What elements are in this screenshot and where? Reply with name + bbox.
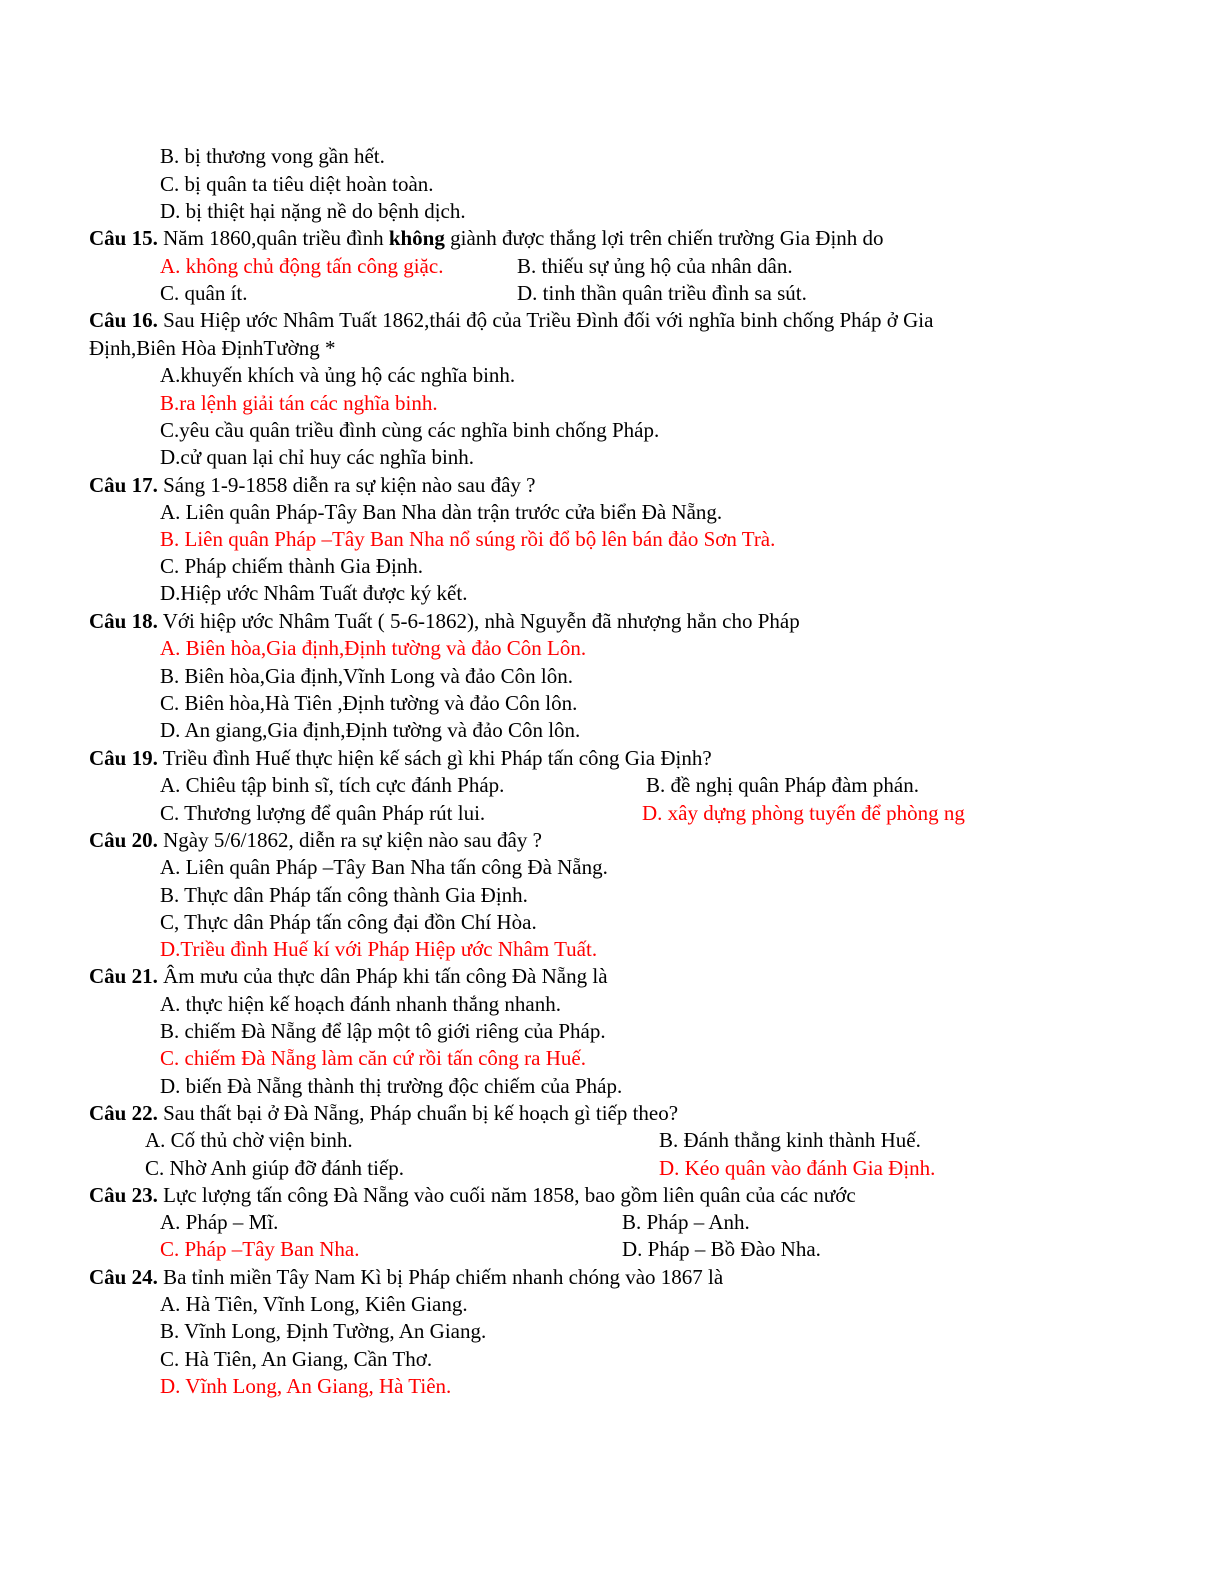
q21-option-a: A. thực hiện kế hoạch đánh nhanh thắng nhanh.: [160, 992, 561, 1016]
q15-option-c: C. quân ít.: [160, 281, 248, 305]
question-text: Âm mưu của thực dân Pháp khi tấn công Đà Nẵng là: [157, 964, 608, 988]
q18-option-b: B. Biên hòa,Gia định,Vĩnh Long và đảo Côn lôn.: [160, 664, 573, 688]
q15-option-b: B. thiếu sự ủng hộ của nhân dân.: [517, 254, 793, 278]
q24-option-b: B. Vĩnh Long, Định Tường, An Giang.: [160, 1319, 487, 1343]
q24-option-d: D. Vĩnh Long, An Giang, Hà Tiên.: [160, 1374, 452, 1398]
question-text: Sáng 1-9-1858 diễn ra sự kiện nào sau đây ?: [157, 473, 536, 497]
question-label: Câu 20.: [89, 828, 158, 852]
q22-option-c: C. Nhờ Anh giúp đỡ đánh tiếp.: [145, 1156, 405, 1180]
q17-option-d: D.Hiệp ước Nhâm Tuất được ký kết.: [160, 581, 468, 605]
question-24: [89, 1264, 723, 1291]
question-text: giành được thắng lợi trên chiến trường Gia Định do: [444, 226, 884, 250]
question-label: Câu 22.: [89, 1101, 158, 1125]
q18-option-a: A. Biên hòa,Gia định,Định tường và đảo Côn Lôn.: [160, 636, 587, 660]
q21-option-b: B. chiếm Đà Nẵng để lập một tô giới riêng của Pháp.: [160, 1019, 606, 1043]
q15-option-d: D. tinh thần quân triều đình sa sút.: [517, 281, 807, 305]
q15-option-a: A. không chủ động tấn công giặc.: [160, 254, 444, 278]
question-23: [89, 1182, 856, 1209]
q24-option-c: C. Hà Tiên, An Giang, Cần Thơ.: [160, 1347, 433, 1371]
question-15: [89, 225, 884, 252]
question-text: Lực lượng tấn công Đà Nẵng vào cuối năm 1858, bao gồm liên quân của các nước: [157, 1183, 856, 1207]
question-text: Với hiệp ước Nhâm Tuất ( 5-6-1862), nhà Nguyễn đã nhượng hẳn cho Pháp: [157, 609, 800, 633]
q16-option-a: A.khuyến khích và ủng hộ các nghĩa binh.: [160, 363, 516, 387]
q16-option-b: B.ra lệnh giải tán các nghĩa binh.: [160, 391, 438, 415]
question-16: [89, 307, 933, 334]
q20-option-b: B. Thực dân Pháp tấn công thành Gia Định.: [160, 883, 528, 907]
question-18: [89, 608, 800, 635]
q17-option-b: B. Liên quân Pháp –Tây Ban Nha nổ súng rồi đổ bộ lên bán đảo Sơn Trà.: [160, 527, 776, 551]
q18-option-d: D. An giang,Gia định,Định tường và đảo Côn lôn.: [160, 718, 581, 742]
question-text: Triều đình Huế thực hiện kế sách gì khi Pháp tấn công Gia Định?: [157, 746, 712, 770]
question-label: Câu 15.: [89, 226, 158, 250]
q18-option-c: C. Biên hòa,Hà Tiên ,Định tường và đảo Côn lôn.: [160, 691, 578, 715]
question-label: Câu 19.: [89, 746, 158, 770]
q24-option-a: A. Hà Tiên, Vĩnh Long, Kiên Giang.: [160, 1292, 468, 1316]
question-21: [89, 963, 608, 990]
q21-option-c: C. chiếm Đà Nẵng làm căn cứ rồi tấn công ra Huế.: [160, 1046, 586, 1070]
q21-option-d: D. biến Đà Nẵng thành thị trường độc chiếm của Pháp.: [160, 1074, 623, 1098]
question-text: Năm 1860,quân triều đình: [157, 226, 389, 250]
question-label: Câu 16.: [89, 308, 158, 332]
question-19: [89, 745, 712, 772]
question-emphasis: không: [388, 226, 445, 250]
q23-option-a: A. Pháp – Mĩ.: [160, 1210, 279, 1234]
q23-option-b: B. Pháp – Anh.: [622, 1210, 750, 1234]
q17-option-c: C. Pháp chiếm thành Gia Định.: [160, 554, 424, 578]
q22-option-b: B. Đánh thẳng kinh thành Huế.: [659, 1128, 921, 1152]
question-label: Câu 17.: [89, 473, 158, 497]
q16-option-c: C.yêu cầu quân triều đình cùng các nghĩa binh chống Pháp.: [160, 418, 660, 442]
question-label: Câu 18.: [89, 609, 158, 633]
question-20: [89, 827, 542, 854]
q20-option-c: C, Thực dân Pháp tấn công đại đồn Chí Hòa.: [160, 910, 537, 934]
question-text: Ba tỉnh miền Tây Nam Kì bị Pháp chiếm nhanh chóng vào 1867 là: [157, 1265, 724, 1289]
q20-option-a: A. Liên quân Pháp –Tây Ban Nha tấn công Đà Nẵng.: [160, 855, 608, 879]
q23-option-d: D. Pháp – Bồ Đào Nha.: [622, 1237, 821, 1261]
q22-option-a: A. Cố thủ chờ viện binh.: [145, 1128, 353, 1152]
q19-option-b: B. đề nghị quân Pháp đàm phán.: [646, 773, 919, 797]
question-17: [89, 472, 535, 499]
q17-option-a: A. Liên quân Pháp-Tây Ban Nha dàn trận trước cửa biển Đà Nẵng.: [160, 500, 723, 524]
question-22: [89, 1100, 678, 1127]
q16-option-d: D.cử quan lại chỉ huy các nghĩa binh.: [160, 445, 475, 469]
question-16-line2: Định,Biên Hòa ĐịnhTường *: [89, 336, 336, 360]
q14-option-d: D. bị thiệt hại nặng nề do bệnh dịch.: [160, 199, 466, 223]
q14-option-c: C. bị quân ta tiêu diệt hoàn toàn.: [160, 172, 434, 196]
question-text: Ngày 5/6/1862, diễn ra sự kiện nào sau đây ?: [157, 828, 542, 852]
q20-option-d: D.Triều đình Huế kí với Pháp Hiệp ước Nhâm Tuất.: [160, 937, 598, 961]
q19-option-c: C. Thương lượng để quân Pháp rút lui.: [160, 801, 486, 825]
q22-option-d: D. Kéo quân vào đánh Gia Định.: [659, 1156, 936, 1180]
question-label: Câu 24.: [89, 1265, 158, 1289]
q14-option-b: B. bị thương vong gần hết.: [160, 144, 385, 168]
q19-option-d: D. xây dựng phòng tuyến để phòng ng: [642, 801, 965, 825]
question-label: Câu 23.: [89, 1183, 158, 1207]
q19-option-a: A. Chiêu tập binh sĩ, tích cực đánh Pháp.: [160, 773, 505, 797]
q23-option-c: C. Pháp –Tây Ban Nha.: [160, 1237, 360, 1261]
question-text: Sau Hiệp ước Nhâm Tuất 1862,thái độ của Triều Đình đối với nghĩa binh chống Pháp ở Gia: [157, 308, 934, 332]
question-label: Câu 21.: [89, 964, 158, 988]
question-text: Sau thất bại ở Đà Nẵng, Pháp chuẩn bị kế hoạch gì tiếp theo?: [157, 1101, 679, 1125]
